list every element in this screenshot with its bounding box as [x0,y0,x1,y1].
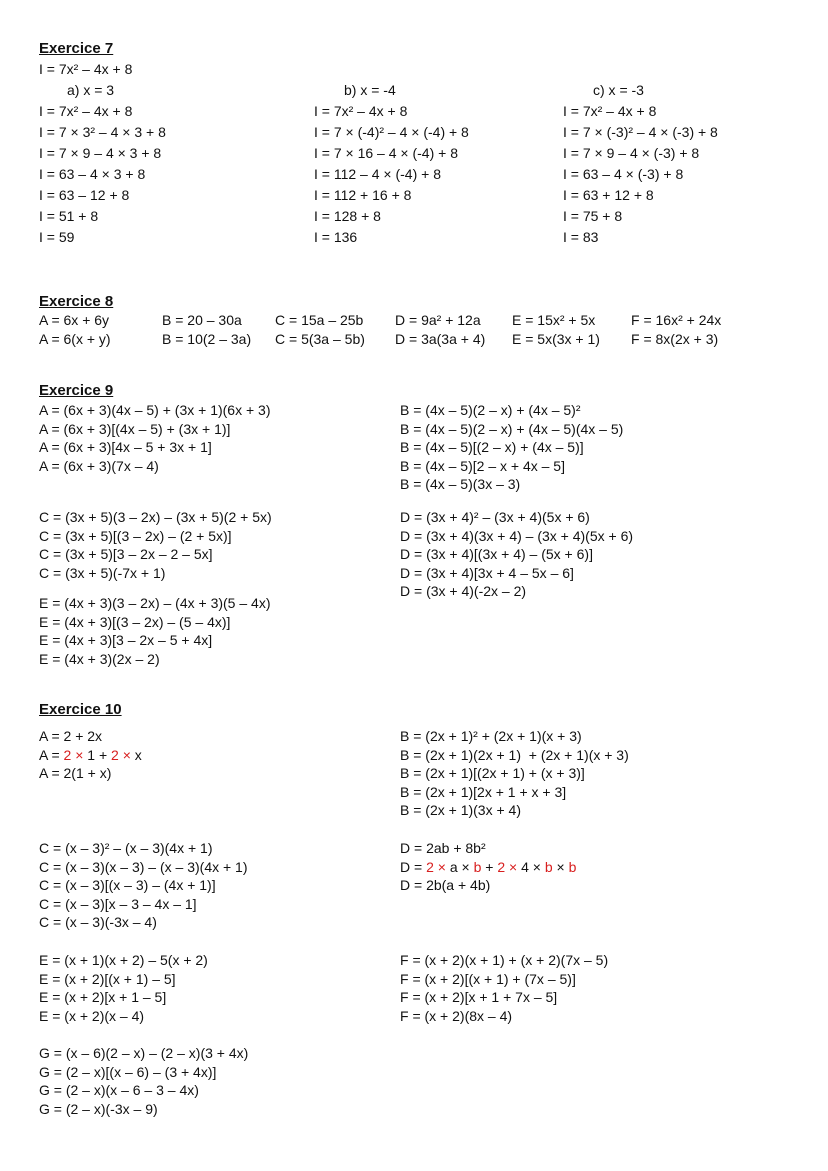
math-line: C = (x – 3)[(x – 3) – (4x + 1)] [39,877,216,894]
exercise-10-c [39,839,248,932]
exercise-7-part-b [314,80,469,248]
math-line: F = (x + 2)[x + 1 + 7x – 5] [400,989,558,1006]
math-line: D = (3x + 4)(3x + 4) – (3x + 4)(5x + 6) [400,527,634,544]
math-line: E = (4x + 3)[3 – 2x – 5 + 4x] [39,632,213,649]
math-line: I = 59 [39,229,75,245]
math-line: G = (2 – x)(-3x – 9) [39,1100,158,1117]
exercise-8-col-b [162,311,251,348]
exercise-7-title: Exercice 7 [39,40,114,57]
math-line: C = (3x + 5)(-7x + 1) [39,564,166,581]
exercise-9-a [39,401,271,475]
math-line-highlighted: D = 2 × a × b + 2 × 4 × b × b [400,858,577,875]
exercise-9-c [39,508,272,582]
math-line: F = (x + 2)(8x – 4) [400,1007,513,1024]
exercise-10-g [39,1044,248,1118]
math-line: F = 8x(2x + 3) [631,330,719,347]
math-line: I = 112 + 16 + 8 [314,187,412,203]
exercise-8-col-c [275,311,365,348]
math-line: I = 83 [563,229,599,245]
math-line: B = (2x + 1)[(2x + 1) + (x + 3)] [400,765,585,782]
exercise-8-col-d [395,311,485,348]
math-line: F = (x + 2)[(x + 1) + (7x – 5)] [400,970,576,987]
math-line: I = 63 + 12 + 8 [563,187,654,203]
math-line: G = (x – 6)(2 – x) – (2 – x)(3 + 4x) [39,1045,249,1061]
math-line: B = (2x + 1)(3x + 4) [400,802,521,819]
math-line: C = 15a – 25b [275,312,364,328]
part-label: c) x = -3 [593,82,644,98]
math-line: B = 10(2 – 3a) [162,330,252,347]
math-line: G = (2 – x)[(x – 6) – (3 + 4x)] [39,1063,217,1080]
math-line: C = (3x + 5)[(3 – 2x) – (2 + 5x)] [39,527,232,544]
math-line: A = 6x + 6y [39,312,110,328]
math-line: B = 20 – 30a [162,312,242,328]
math-line: I = 63 – 4 × (-3) + 8 [563,166,684,182]
math-line: B = (2x + 1)² + (2x + 1)(x + 3) [400,728,582,744]
math-line: C = (3x + 5)[3 – 2x – 2 – 5x] [39,546,213,563]
math-line: I = 7x² – 4x + 8 [563,103,657,119]
math-line: A = 6(x + y) [39,330,111,347]
math-line: C = (x – 3)² – (x – 3)(4x + 1) [39,840,213,856]
math-line: E = (x + 1)(x + 2) – 5(x + 2) [39,952,208,968]
math-line: D = (3x + 4)(-2x – 2) [400,583,527,600]
exercise-9-d [400,508,633,601]
math-line: B = (2x + 1)[2x + 1 + x + 3] [400,783,567,800]
exercise-10-d [400,839,576,895]
math-line: E = (4x + 3)(3 – 2x) – (4x + 3)(5 – 4x) [39,595,271,611]
math-line: E = 5x(3x + 1) [512,330,600,347]
exercise-7-expression [39,59,132,80]
math-line: B = (4x – 5)(2 – x) + (4x – 5)(4x – 5) [400,420,624,437]
math-line: D = (3x + 4)[(3x + 4) – (5x + 6)] [400,546,593,563]
exercise-9-b [400,401,623,494]
math-line: I = 63 – 12 + 8 [39,187,130,203]
math-line: I = 7 × 16 – 4 × (-4) + 8 [314,145,458,161]
math-line: C = (x – 3)[x – 3 – 4x – 1] [39,895,197,912]
math-line: I = 7 × 3² – 4 × 3 + 8 [39,124,166,140]
math-line: D = 3a(3a + 4) [395,330,486,347]
math-line: I = 7 × 9 – 4 × 3 + 8 [39,145,162,161]
math-line: I = 7x² – 4x + 8 [39,103,133,119]
math-line: D = (3x + 4)² – (3x + 4)(5x + 6) [400,509,590,525]
math-line: D = 2ab + 8b² [400,840,486,856]
exercise-8-title: Exercice 8 [39,293,114,310]
math-line: E = (x + 2)[(x + 1) – 5] [39,970,176,987]
math-line: D = 2b(a + 4b) [400,877,491,894]
math-line: I = 63 – 4 × 3 + 8 [39,166,146,182]
math-line: F = 16x² + 24x [631,312,722,328]
math-line: I = 7x² – 4x + 8 [39,61,133,77]
math-line: A = 2(1 + x) [39,765,112,782]
exercise-8-col-a [39,311,111,348]
exercise-10-b [400,727,629,820]
exercise-7-part-a [39,80,166,248]
exercise-10-e [39,951,208,1025]
math-line: D = 9a² + 12a [395,312,481,328]
math-line: B = (4x – 5)[(2 – x) + (4x – 5)] [400,439,584,456]
math-line: E = (4x + 3)(2x – 2) [39,650,160,667]
math-line: E = (x + 2)(x – 4) [39,1007,145,1024]
math-line: B = (4x – 5)(2 – x) + (4x – 5)² [400,402,581,418]
math-line: I = 136 [314,229,358,245]
math-line: A = 2 + 2x [39,728,103,744]
exercise-9-title: Exercice 9 [39,382,114,399]
exercise-10-a [39,727,142,783]
exercise-7-part-c [563,80,718,248]
math-line: C = (3x + 5)(3 – 2x) – (3x + 5)(2 + 5x) [39,509,272,525]
math-line: B = (4x – 5)[2 – x + 4x – 5] [400,457,565,474]
math-line: I = 7x² – 4x + 8 [314,103,408,119]
exercise-8-col-e [512,311,600,348]
math-line: F = (x + 2)(x + 1) + (x + 2)(7x – 5) [400,952,609,968]
math-line: I = 7 × (-3)² – 4 × (-3) + 8 [563,124,718,140]
math-line: B = (2x + 1)(2x + 1) + (2x + 1)(x + 3) [400,746,629,763]
exercise-10-f [400,951,608,1025]
math-line: A = (6x + 3)(4x – 5) + (3x + 1)(6x + 3) [39,402,271,418]
math-line: I = 51 + 8 [39,208,99,224]
exercise-9-e [39,594,271,668]
math-line: B = (4x – 5)(3x – 3) [400,476,521,493]
part-label: b) x = -4 [344,82,396,98]
math-line: C = (x – 3)(-3x – 4) [39,914,157,931]
exercise-8-col-f [631,311,721,348]
math-line: A = (6x + 3)(7x – 4) [39,457,159,474]
math-line: D = (3x + 4)[3x + 4 – 5x – 6] [400,564,574,581]
math-line: I = 128 + 8 [314,208,381,224]
math-line: C = (x – 3)(x – 3) – (x – 3)(4x + 1) [39,858,248,875]
math-line: E = (4x + 3)[(3 – 2x) – (5 – 4x)] [39,613,231,630]
math-line: C = 5(3a – 5b) [275,330,365,347]
math-line: I = 7 × 9 – 4 × (-3) + 8 [563,145,700,161]
math-line: I = 7 × (-4)² – 4 × (-4) + 8 [314,124,469,140]
part-label: a) x = 3 [67,82,115,98]
math-line: A = (6x + 3)[(4x – 5) + (3x + 1)] [39,420,231,437]
math-line: E = (x + 2)[x + 1 – 5] [39,989,167,1006]
math-line: A = (6x + 3)[4x – 5 + 3x + 1] [39,439,212,456]
math-line: I = 75 + 8 [563,208,623,224]
math-line: I = 112 – 4 × (-4) + 8 [314,166,441,182]
exercise-10-title: Exercice 10 [39,701,122,718]
math-line: E = 15x² + 5x [512,312,596,328]
math-line-highlighted: A = 2 × 1 + 2 × x [39,746,142,763]
math-line: G = (2 – x)(x – 6 – 3 – 4x) [39,1082,199,1099]
